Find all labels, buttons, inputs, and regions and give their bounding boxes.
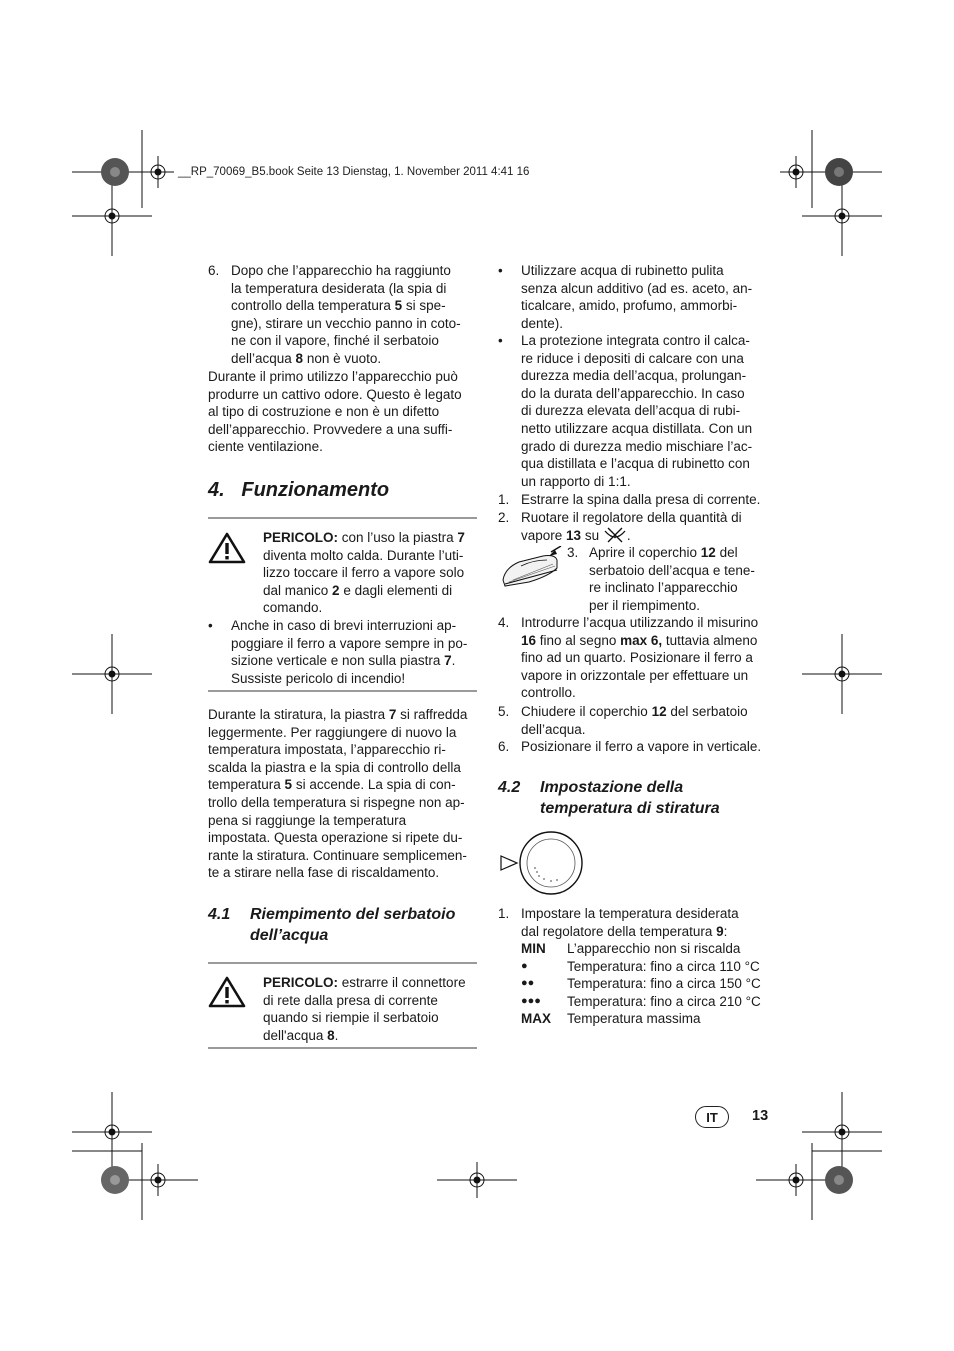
left-step-6 [208,262,478,368]
para-line: te a stirare nella fase di riscaldamento. [208,865,440,881]
warning-line: dell'acqua 8. [263,1027,339,1043]
warning-icon [208,532,246,569]
step-6 [498,738,773,756]
step-line: dell’acqua. [521,721,586,737]
step-4 [498,614,773,702]
bullet-anti-calc [498,332,773,490]
step-line: la temperatura desiderata (la spia di [231,280,447,296]
table-row: ●● Temperatura: fino a circa 150 °C [521,976,761,992]
bullet-line: un rapporto di 1:1. [521,473,631,489]
step-5 [498,703,773,738]
temperature-table [521,940,781,1030]
para-line: al tipo di costruzione e non è un difetto [208,404,440,420]
subsection-title [498,777,720,817]
paragraph-first-use [208,368,478,456]
step-line: Ruotare il regolatore della quantità di [521,510,742,525]
bullet-line: La protezione integrata contro il calca- [521,333,750,348]
step-text: Posizionare il ferro a vapore in verticale. [521,739,762,754]
warning-box-1 [263,529,478,617]
bullet-tap-water [498,262,773,332]
para-line: impostata. Questa operazione si ripete du- [208,830,463,846]
step-line: per il riempimento. [589,597,701,613]
step-line: Introdurre l’acqua utilizzando il misurino [521,615,759,630]
step-line: Impostare la temperatura desiderata [521,906,739,921]
step-number: 1. [498,906,510,921]
bullet-line: durezza media dell’acqua, prolungan- [521,368,747,384]
para-line: ciente ventilazione. [208,439,323,455]
divider [208,962,477,964]
language-badge: IT [695,1106,729,1128]
para-line: scalda la piastra e la spia di controllo della [208,759,461,775]
step-text: Estrarre la spina dalla presa di corrente. [521,492,761,507]
divider [208,690,477,692]
table-row: ● Temperatura: fino a circa 110 °C [521,958,760,974]
temperature-dial-illustration [499,830,585,901]
step-number: 6. [498,739,510,754]
para-line: pena si raggiunge la temperatura [208,812,407,828]
warning-bullet [208,617,478,687]
step-line: re inclinato l’apparecchio [589,580,738,596]
step-number: 5. [498,704,510,719]
paragraph-ironing [208,706,480,882]
bullet-line: Utilizzare acqua di rubinetto pulita [521,263,724,278]
step-number: 6. [208,263,220,278]
step-line: vapore in orizzontale per effettuare un [521,667,749,683]
step-number: 1. [498,492,510,507]
bullet-line: sizione verticale e non sulla piastra 7. [231,653,456,669]
step-line: controllo. [521,685,576,701]
bullet-line: grado di durezza medio mischiare l’ac- [521,438,753,454]
para-line: Durante la stiratura, la piastra 7 si raffredda [208,707,468,722]
para-line: dell’apparecchio. Provvedere a una suffi- [208,421,453,437]
step-1 [498,491,773,509]
bullet-line: Sussiste pericolo di incendio! [231,670,406,686]
step-line: serbatoio dell’acqua e tene- [589,562,755,578]
page-number: 13 [752,1108,769,1124]
bullet: • [498,333,503,348]
subsection-title-line: Riempimento del serbatoio [250,906,456,923]
warning-line: comando. [263,600,323,616]
bullet-line: netto utilizzare acqua distillata. Con un [521,420,753,436]
para-line: temperatura impostata, l’apparecchio ri- [208,742,446,758]
bullet-line: qua distillata e l’acqua di rubinetto con [521,456,750,472]
iron-filling-illustration [499,546,563,595]
subsection-title [208,904,456,944]
step-line: gne), stirare un vecchio panno in coto- [231,315,461,331]
table-row: ●●● Temperatura: fino a circa 210 °C [521,993,761,1009]
subsection-number: 4.1 [208,906,231,923]
bullet-line: re riduce i depositi di calcare con una [521,350,744,366]
subsection-title-line: dell’acqua [250,927,329,944]
warning-line: di rete dalla presa di corrente [263,992,438,1008]
warning-line: PERICOLO: con l’uso la piastra 7 [263,530,465,545]
step-line: vapore 13 su . [521,527,773,548]
para-line: rante la stiratura. Continuare semplicemen- [208,847,467,863]
step-line: dal regolatore della temperatura 9: [521,923,728,939]
bullet: • [498,263,503,278]
step-line: Chiudere il coperchio 12 del serbatoio [521,704,748,719]
warning-box-2 [263,974,478,1044]
step-2 [498,509,773,547]
step-line: ne con il vapore, finché il serbatoio [231,333,439,349]
bullet-line: do la durata dell’apparecchio. In caso [521,385,745,401]
divider [208,517,477,519]
bullet-line: di durezza elevata dell’acqua di rubi- [521,403,741,419]
warning-line: quando si riempie il serbatoio [263,1010,439,1026]
step-line: dell’acqua 8 non è vuoto. [231,350,382,366]
print-slug: __RP_70069_B5.book Seite 13 Dienstag, 1. November 2011 4:41 16 [178,166,530,178]
subsection-number: 4.2 [498,779,521,796]
warning-line: dal manico 2 e dagli elementi di [263,582,453,598]
warning-icon [208,976,246,1013]
warning-line: PERICOLO: estrarre il connettore [263,975,466,990]
table-row: MAX Temperatura massima [521,1011,701,1027]
step-line: Aprire il coperchio 12 del [589,545,738,560]
bullet-line: ticalcare, amido, profumo, ammorbi- [521,298,738,314]
para-line: produrre un cattivo odore. Questo è legato [208,386,462,402]
bullet-line: Anche in caso di brevi interruzioni ap- [231,618,457,633]
step-number: 3. [567,545,579,560]
para-line: temperatura 5 si accende. La spia di con- [208,777,456,793]
para-line: leggermente. Per raggiungere di nuovo la [208,724,457,740]
table-row: MIN L’apparecchio non si riscalda [521,941,741,956]
subsection-title-line: Impostazione della [540,779,684,796]
temp-step-1 [498,905,773,940]
step-3 [567,544,777,614]
section-title: 4. Funzionamento [208,479,390,501]
step-line: Dopo che l’apparecchio ha raggiunto [231,263,451,278]
step-number: 4. [498,615,510,630]
divider [208,1047,477,1049]
warning-line: lizzo toccare il ferro a vapore solo [263,565,465,581]
step-line: fino ad un quarto. Posizionare il ferro a [521,650,753,666]
step-line: controllo della temperatura 5 si spe- [231,298,446,314]
step-line: 16 fino al segno max 6, tuttavia almeno [521,632,758,648]
para-line: trollo della temperatura si rispegne non ap- [208,794,465,810]
bullet: • [208,618,213,633]
step-number: 2. [498,510,510,525]
warning-line: diventa molto calda. Durante l’uti- [263,547,464,563]
bullet-line: dente). [521,315,564,331]
subsection-title-line: temperatura di stiratura [540,800,720,817]
bullet-line: senza alcun additivo (ad es. aceto, an- [521,280,753,296]
bullet-line: poggiare il ferro a vapore sempre in po- [231,635,468,651]
para-line: Durante il primo utilizzo l’apparecchio può [208,369,458,384]
